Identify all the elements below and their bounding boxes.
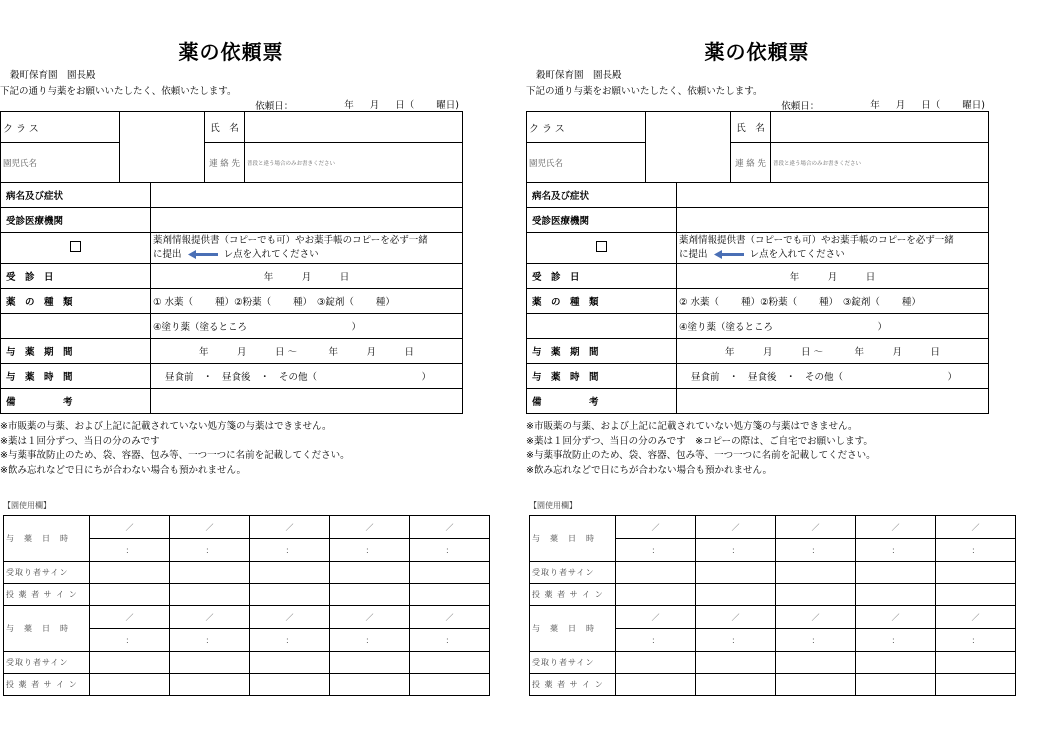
receiver-sign-label: 受取り者サイン [4, 562, 90, 584]
left-arrow-icon [188, 250, 218, 259]
note-line: ※与薬事故防止のため、袋、容器、包み等、一つ一つに名前を記載してください。 [0, 450, 350, 461]
receiver-sign-cell[interactable] [410, 562, 490, 584]
dose-date-cell[interactable]: ／ [936, 606, 1016, 629]
note-line: ※市販薬の与薬、および上記に記載されていない処方箋の与薬はできません。 [526, 421, 858, 432]
left-arrow-icon [714, 250, 744, 259]
request-table [526, 111, 989, 414]
request-date [781, 97, 986, 112]
receiver-sign-cell[interactable] [856, 652, 936, 674]
receiver-sign-cell[interactable] [696, 652, 776, 674]
dose-date-cell[interactable]: ／ [616, 606, 696, 629]
dose-time-cell[interactable]: ： [696, 629, 776, 652]
info-checkbox[interactable] [70, 241, 81, 252]
dose-date-cell[interactable]: ／ [250, 516, 330, 539]
time-label: 与 薬 時 間 [532, 372, 599, 383]
dose-time-cell[interactable]: ： [250, 539, 330, 562]
note-line: ※薬は１回分ずつ、当日の分のみです ※コピーの際は、ご自宅でお願いします。 [526, 435, 873, 447]
dose-date-cell[interactable]: ／ [776, 516, 856, 539]
receiver-sign-label: 受取り者サイン [530, 652, 616, 674]
receiver-sign-cell[interactable] [90, 652, 170, 674]
dose-datetime-label: 与 薬 日 時 [530, 606, 616, 652]
giver-sign-cell[interactable] [616, 584, 696, 606]
request-date-field[interactable]: 年 月 日（ 曜日) [295, 97, 460, 112]
dose-time-cell[interactable]: ： [330, 629, 410, 652]
receiver-sign-cell[interactable] [170, 652, 250, 674]
form-title: 薬の依頼票 [178, 40, 284, 64]
dose-time-cell[interactable]: ： [696, 539, 776, 562]
contact-field[interactable]: 普段と違う場合のみお書きください [771, 143, 989, 183]
giver-sign-cell[interactable] [696, 674, 776, 696]
giver-sign-label: 投 薬 者 サ イ ン [530, 674, 616, 696]
receiver-sign-cell[interactable] [330, 562, 410, 584]
class-cell[interactable]: クラス [1, 112, 120, 143]
info-checkbox-cell[interactable] [1, 233, 151, 264]
receiver-sign-cell[interactable] [616, 562, 696, 584]
dose-time-cell[interactable]: ： [410, 629, 490, 652]
dose-date-cell[interactable]: ／ [170, 606, 250, 629]
type-field-2[interactable]: ④塗り薬（塗るところ ） [151, 314, 463, 339]
type-field[interactable]: ① 水薬（ 種）②粉薬（ 種） ③錠剤（ 種） [151, 289, 463, 314]
receiver-sign-label: 受取り者サイン [530, 562, 616, 584]
disease-field[interactable] [151, 183, 463, 208]
dose-time-cell[interactable]: ： [250, 629, 330, 652]
dose-time-cell[interactable]: ： [90, 539, 170, 562]
dose-time-cell[interactable]: ： [776, 629, 856, 652]
receiver-sign-cell[interactable] [410, 652, 490, 674]
type-label: 薬 の 種 類 [6, 297, 73, 308]
dose-date-cell[interactable]: ／ [616, 516, 696, 539]
period-field[interactable]: 年 月 日 ～ 年 月 日 [677, 339, 989, 364]
time-field[interactable]: 昼食前 ・ 昼食後 ・ その他（ ） [151, 364, 463, 389]
clinic-label: 受診医療機関 [532, 216, 590, 227]
receiver-sign-cell[interactable] [696, 562, 776, 584]
giver-sign-cell[interactable] [170, 584, 250, 606]
dose-date-cell[interactable]: ／ [856, 606, 936, 629]
giver-sign-cell[interactable] [776, 584, 856, 606]
clinic-label: 受診医療機関 [6, 216, 64, 227]
clinic-field[interactable] [677, 208, 989, 233]
giver-sign-cell[interactable] [696, 584, 776, 606]
contact-label: 連 絡 先 [205, 143, 245, 183]
giver-sign-label: 投 薬 者 サ イ ン [530, 584, 616, 606]
giver-sign-cell[interactable] [616, 674, 696, 696]
giver-sign-label: 投 薬 者 サ イ ン [4, 674, 90, 696]
clinic-use-label: 【園使用欄】 [3, 501, 51, 510]
contact-label: 連 絡 先 [731, 143, 771, 183]
dose-time-cell[interactable]: ： [856, 539, 936, 562]
note-line: ※与薬事故防止のため、袋、容器、包み等、一つ一つに名前を記載してください。 [526, 450, 876, 461]
dose-date-cell[interactable]: ／ [90, 516, 170, 539]
request-date-field[interactable]: 年 月 日（ 曜日) [821, 97, 986, 112]
remarks-label: 備 考 [6, 397, 73, 408]
dose-time-cell[interactable]: ： [170, 539, 250, 562]
dose-time-cell[interactable]: ： [856, 629, 936, 652]
receiver-sign-cell[interactable] [776, 562, 856, 584]
visit-label: 受 診 日 [6, 272, 54, 283]
dose-date-cell[interactable]: ／ [856, 516, 936, 539]
dose-date-cell[interactable]: ／ [330, 516, 410, 539]
giver-sign-cell[interactable] [410, 674, 490, 696]
name-label: 氏 名 [731, 112, 771, 143]
dose-time-cell[interactable]: ： [170, 629, 250, 652]
receiver-sign-cell[interactable] [170, 562, 250, 584]
type-field[interactable]: ② 水薬（ 種）②粉薬（ 種） ③錠剤（ 種） [677, 289, 989, 314]
addressee: 穀町保育園 園長殿 [10, 70, 96, 81]
period-label: 与 薬 期 間 [6, 347, 73, 358]
note-line: ※市販薬の与薬、および上記に記載されていない処方箋の与薬はできません。 [0, 421, 332, 432]
giver-sign-cell[interactable] [330, 584, 410, 606]
giver-sign-cell[interactable] [90, 674, 170, 696]
disease-label: 病名及び症状 [532, 191, 590, 202]
receiver-sign-cell[interactable] [936, 562, 1016, 584]
dose-time-cell[interactable]: ： [776, 539, 856, 562]
receiver-sign-cell[interactable] [250, 562, 330, 584]
giver-sign-cell[interactable] [936, 674, 1016, 696]
receiver-sign-cell[interactable] [330, 652, 410, 674]
receiver-sign-cell[interactable] [250, 652, 330, 674]
request-table [0, 111, 463, 414]
giver-sign-cell[interactable] [90, 584, 170, 606]
giver-sign-cell[interactable] [250, 674, 330, 696]
receiver-sign-label: 受取り者サイン [4, 652, 90, 674]
note-line: ※薬は１回分ずつ、当日の分のみです [0, 435, 160, 447]
giver-sign-cell[interactable] [250, 584, 330, 606]
visit-field[interactable]: 年 月 日 [677, 264, 989, 289]
receiver-sign-cell[interactable] [936, 652, 1016, 674]
giver-sign-label: 投 薬 者 サ イ ン [4, 584, 90, 606]
info-text: 薬剤情報提供書（コピーでも可）やお薬手帳のコピーを必ず一緒 に提出 レ点を入れてください [677, 233, 989, 264]
dose-time-cell[interactable]: ： [90, 629, 170, 652]
giver-sign-cell[interactable] [856, 584, 936, 606]
time-field[interactable]: 昼食前 ・ 昼食後 ・ その他（ ） [677, 364, 989, 389]
addressee: 穀町保育園 園長殿 [536, 70, 622, 81]
dose-time-cell[interactable]: ： [616, 539, 696, 562]
disease-label: 病名及び症状 [6, 191, 64, 202]
remarks-label: 備 考 [532, 397, 599, 408]
period-label: 与 薬 期 間 [532, 347, 599, 358]
receiver-sign-cell[interactable] [776, 652, 856, 674]
type-field-2[interactable]: ④塗り薬（塗るところ ） [677, 314, 989, 339]
dose-date-cell[interactable]: ／ [696, 606, 776, 629]
intro-text: 下記の通り与薬をお願いいたしたく、依頼いたします。 [526, 86, 763, 97]
notes [0, 420, 350, 478]
info-checkbox[interactable] [596, 241, 607, 252]
giver-sign-cell[interactable] [856, 674, 936, 696]
disease-field[interactable] [677, 183, 989, 208]
receiver-sign-cell[interactable] [90, 562, 170, 584]
dose-date-cell[interactable]: ／ [776, 606, 856, 629]
giver-sign-cell[interactable] [936, 584, 1016, 606]
contact-field[interactable]: 普段と違う場合のみお書きください [245, 143, 463, 183]
dose-time-cell[interactable]: ： [330, 539, 410, 562]
visit-field[interactable]: 年 月 日 [151, 264, 463, 289]
intro-text: 下記の通り与薬をお願いいたしたく、依頼いたします。 [0, 86, 237, 97]
request-date [255, 97, 460, 112]
dose-time-cell[interactable]: ： [410, 539, 490, 562]
giver-sign-cell[interactable] [170, 674, 250, 696]
time-label: 与 薬 時 間 [6, 372, 73, 383]
dose-datetime-label: 与 薬 日 時 [4, 516, 90, 562]
child-name-cell[interactable]: 園児氏名 [1, 143, 120, 183]
note-line: ※飲み忘れなどで日にちが合わない場合も預かれません。 [526, 464, 773, 476]
giver-sign-cell[interactable] [330, 674, 410, 696]
clinic-use-label: 【園使用欄】 [529, 501, 577, 510]
child-name-cell[interactable]: 園児氏名 [527, 143, 646, 183]
receiver-sign-cell[interactable] [856, 562, 936, 584]
dose-date-cell[interactable]: ／ [250, 606, 330, 629]
class-cell[interactable]: クラス [527, 112, 646, 143]
remarks-field[interactable] [677, 389, 989, 414]
dose-time-cell[interactable]: ： [936, 629, 1016, 652]
giver-sign-cell[interactable] [776, 674, 856, 696]
dose-date-cell[interactable]: ／ [936, 516, 1016, 539]
dose-date-cell[interactable]: ／ [410, 516, 490, 539]
dose-date-cell[interactable]: ／ [410, 606, 490, 629]
giver-sign-cell[interactable] [410, 584, 490, 606]
request-date-label: 依頼日： [255, 101, 294, 112]
clinic-use-table [3, 515, 490, 696]
info-checkbox-cell[interactable] [527, 233, 677, 264]
notes [526, 420, 876, 478]
guardian-name-field[interactable] [771, 112, 989, 143]
dose-date-cell[interactable]: ／ [330, 606, 410, 629]
dose-time-cell[interactable]: ： [936, 539, 1016, 562]
guardian-name-field[interactable] [245, 112, 463, 143]
period-field[interactable]: 年 月 日 ～ 年 月 日 [151, 339, 463, 364]
clinic-field[interactable] [151, 208, 463, 233]
name-label: 氏 名 [205, 112, 245, 143]
remarks-field[interactable] [151, 389, 463, 414]
dose-datetime-label: 与 薬 日 時 [530, 516, 616, 562]
receiver-sign-cell[interactable] [616, 652, 696, 674]
dose-date-cell[interactable]: ／ [170, 516, 250, 539]
dose-datetime-label: 与 薬 日 時 [4, 606, 90, 652]
request-date-label: 依頼日： [781, 101, 820, 112]
clinic-use-table [529, 515, 1016, 696]
visit-label: 受 診 日 [532, 272, 580, 283]
form-title: 薬の依頼票 [704, 40, 810, 64]
note-line: ※飲み忘れなどで日にちが合わない場合も預かれません。 [0, 464, 247, 476]
info-text: 薬剤情報提供書（コピーでも可）やお薬手帳のコピーを必ず一緒 に提出 レ点を入れてください [151, 233, 463, 264]
dose-date-cell[interactable]: ／ [90, 606, 170, 629]
dose-date-cell[interactable]: ／ [696, 516, 776, 539]
dose-time-cell[interactable]: ： [616, 629, 696, 652]
type-label: 薬 の 種 類 [532, 297, 599, 308]
